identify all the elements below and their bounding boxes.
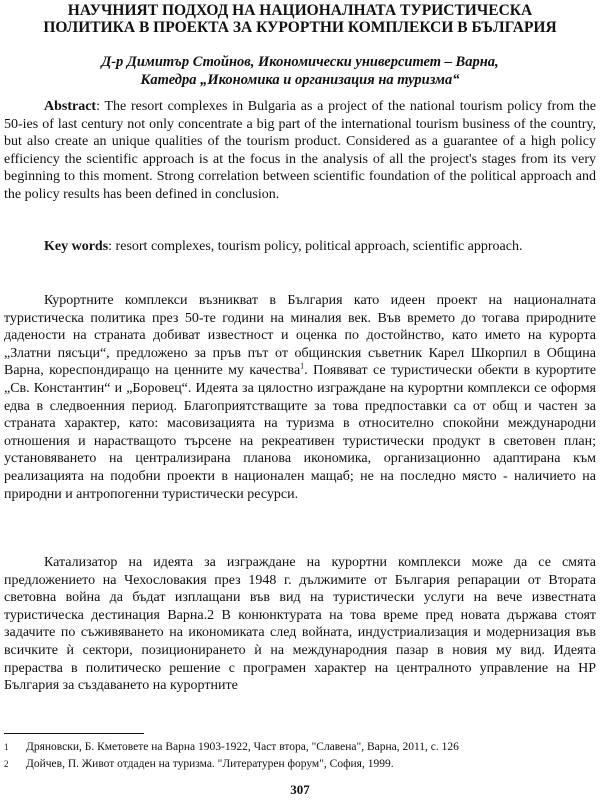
footnote-ref-1: 1 <box>300 361 305 371</box>
abstract-text: : The resort complexes in Bulgaria as a project of the national tourism policy from the 50-ies of last century not only concentrate a big part of the international tourism business of the country, but also create an unique qualities of the tourism product. Considered as a guarantee of a high policy efficiency the scientific approach is at the focus in the analysis of all the project's stages from its very beginning to this moment. Strong correlation between scientific foundation of the political approach and the policy results has been defined in conclusion. <box>4 99 596 202</box>
paper-title-line-1: НАУЧНИЯТ ПОДХОД НА НАЦИОНАЛНАТА ТУРИСТИЧЕСКА <box>67 2 533 19</box>
footnote-1-text: Дряновски, Б. Кметовете на Варна 1903-1922, Част втора, "Славена", Варна, 2011, с. 126 <box>26 741 459 753</box>
body-paragraph-1-text-b: . Появяват се туристически обекти в курортите „Св. Константин“ и „Боровец“. Идеята за цялостно изграждане на курортни комплекси се оформя едва в следвоенния период. Благоприятстващите за това предпоставки са от общ и частен за страната характер, като: масовизацията на туризма в относително спокойни международни отношения и нарастващото търсене на рекреативен туристически продукт в световен план; установяването на централизирана планова икономика, организационно адаптирана към реализацията на подобни проекти в национален мащаб; не на последно място - наличието на природни и антропогенни туристически ресурси. <box>4 363 596 502</box>
keywords-label: Key words <box>44 239 109 254</box>
abstract-label: Abstract <box>44 99 97 114</box>
footnote-separator <box>4 733 144 734</box>
footnote-2-number: 2 <box>4 759 9 769</box>
page-number: 307 <box>290 782 310 797</box>
keywords-text: : resort complexes, tourism policy, political approach, scientific approach. <box>108 239 523 254</box>
footnote-2 <box>4 757 596 771</box>
body-paragraph-1 <box>4 292 596 503</box>
footnote-1-number: 1 <box>4 742 9 752</box>
body-paragraph-2: Катализатор на идеята за изграждане на курортни комплекси може да се смята предложението на Чехословакия през 1948 г. дължимите от България репарации от Втората световна война да бъдат изплащани във вид на туристически услуги на вече известната туристическа дестинация Варна.2 В конюнктурата на това време пред новата държава стоят задачите по съживяването на икономиката след войната, индустриализация и модернизация във всичките ѝ сектори, позиционирането ѝ на международния пазар в новия му вид. Идеята прераства в политическо решение с програмен характер на централното управление на НР България за създаването на курортните <box>4 555 596 694</box>
footnote-2-text: Дойчев, П. Живот отдаден на туризма. "Литературен форум", София, 1999. <box>26 758 394 770</box>
body-paragraph-1-text-a: Курортните комплекси възникват в България като идеен проект на националната туристическа политика през 50-те години на миналия век. Във времето до тогава природните дадености на страната добиват известност и оценка по достойнство, като името на курорта „Златни пясъци“, предложено за пръв път от общинския съветник Карел Шкорпил в Община Варна, кореспондиращо на ценните му качества <box>4 293 596 379</box>
author-line-1: Д-р Димитър Стойнов, Икономически университет – Варна, <box>101 54 499 70</box>
abstract-paragraph <box>4 98 596 204</box>
footnote-1 <box>4 740 596 754</box>
keywords-paragraph <box>4 238 596 256</box>
paper-title-line-2: ПОЛИТИКА В ПРОЕКТА ЗА КУРОРТНИ КОМПЛЕКСИ В БЪЛГАРИЯ <box>43 19 557 36</box>
author-line-2: Катедра „Икономика и организация на туризма“ <box>140 72 460 88</box>
